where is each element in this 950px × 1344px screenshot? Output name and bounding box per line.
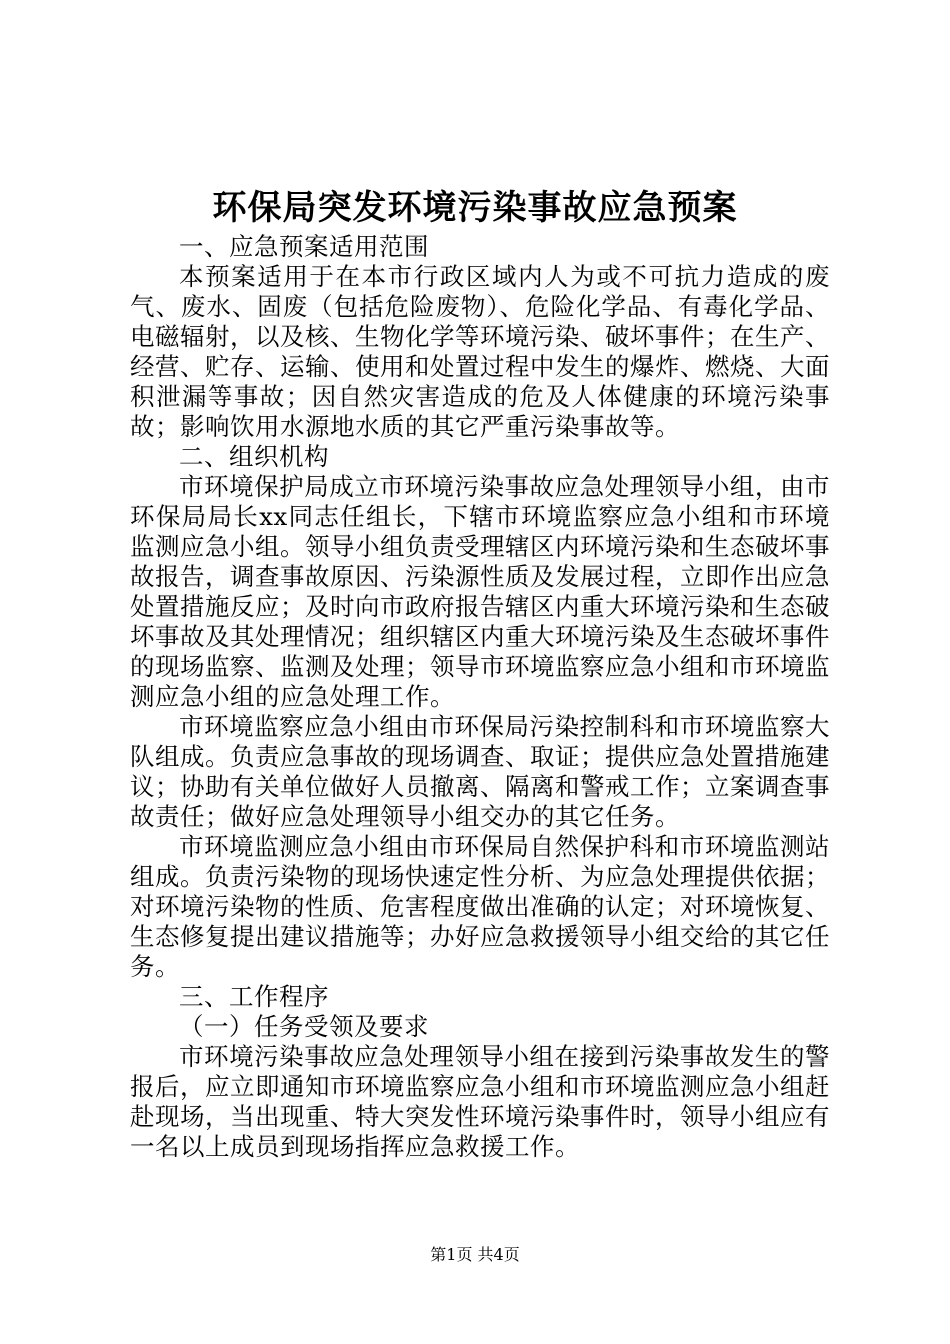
paragraph-inspection-group: 市环境监察应急小组由市环保局污染控制科和市环境监察大队组成。负责应急事故的现场调查、取证；提供应急处置措施建议；协助有关单位做好人员撤离、隔离和警戒工作；立案调查事故责任；做好应急处理领导小组交办的其它任务。: [130, 712, 830, 831]
section-heading-organization: 二、组织机构: [179, 442, 329, 471]
paragraph-task: 市环境污染事故应急处理领导小组在接到污染事故发生的警报后，应立即通知市环境监察应急小组和市环境监测应急小组赶赴现场，当出现重、特大突发性环境污染事件时，领导小组应有一名以上成员到现场指挥应急救援工作。: [130, 1042, 830, 1161]
subsection-heading-task: （一）任务受领及要求: [179, 1012, 429, 1041]
section-heading-scope: 一、应急预案适用范围: [179, 232, 429, 261]
paragraph-scope: 本预案适用于在本市行政区域内人为或不可抗力造成的废气、废水、固废（包括危险废物）、危险化学品、有毒化学品、电磁辐射，以及核、生物化学等环境污染、破坏事件；在生产、经营、贮存、运输、使用和处置过程中发生的爆炸、燃烧、大面积泄漏等事故；因自然灾害造成的危及人体健康的环境污染事故；影响饮用水源地水质的其它严重污染事故等。: [130, 262, 830, 441]
document-body: [130, 232, 830, 1162]
page-footer: 第1页 共4页: [430, 1245, 520, 1264]
section-heading-procedure: 三、工作程序: [179, 982, 329, 1011]
document-title: 环保局突发环境污染事故应急预案: [212, 188, 738, 228]
paragraph-organization: 市环境保护局成立市环境污染事故应急处理领导小组，由市环保局局长xx同志任组长，下辖市环境监察应急小组和市环境监测应急小组。领导小组负责受理辖区内环境污染和生态破坏事故报告，调查事故原因、污染源性质及发展过程，立即作出应急处置措施反应；及时向市政府报告辖区内重大环境污染和生态破坏事故及其处理情况；组织辖区内重大环境污染及生态破坏事件的现场监察、监测及处理；领导市环境监察应急小组和市环境监测应急小组的应急处理工作。: [130, 472, 830, 711]
paragraph-monitoring-group: 市环境监测应急小组由市环保局自然保护科和市环境监测站组成。负责污染物的现场快速定性分析、为应急处理提供依据；对环境污染物的性质、危害程度做出准确的认定；对环境恢复、生态修复提出建议措施等；办好应急救援领导小组交给的其它任务。: [130, 832, 830, 981]
